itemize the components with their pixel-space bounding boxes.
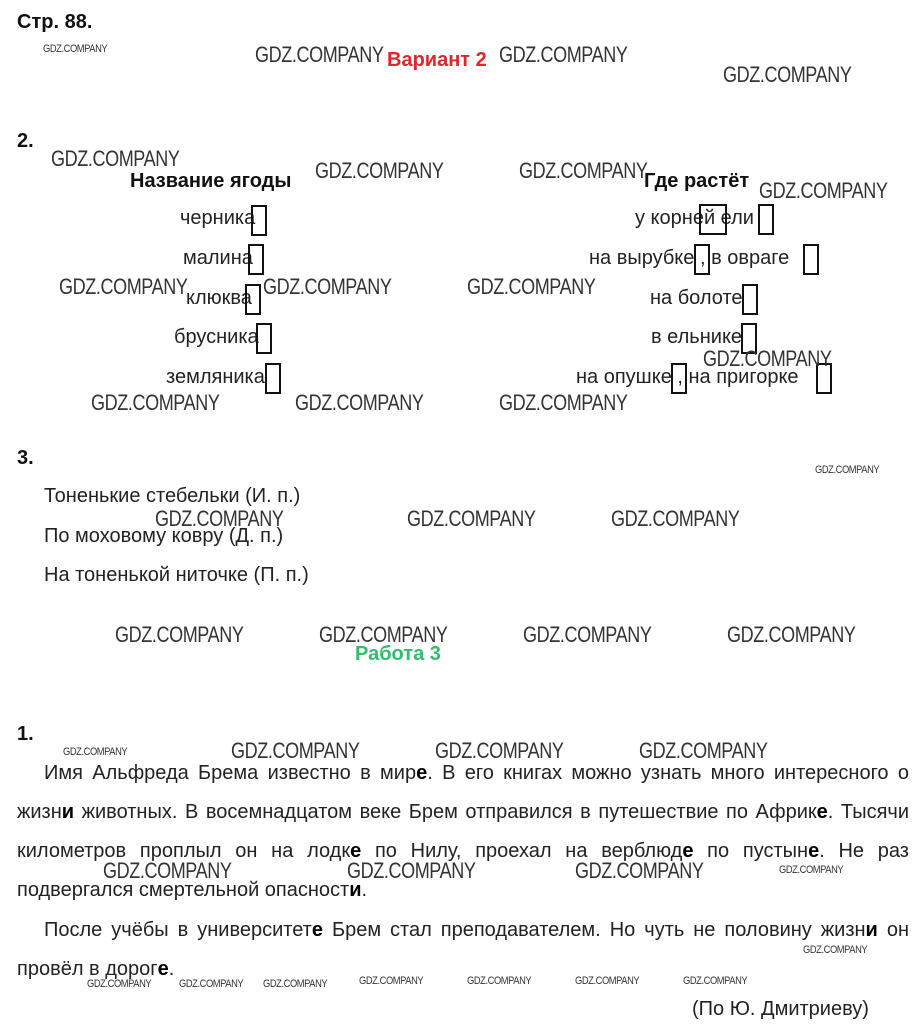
watermark: GDZ.COMPANY [231, 738, 360, 763]
paragraph-1-text: Имя Альфреда Брема известно в мире. В его книгах можно узнать много интересного о жизни животных. В восемнадцатом веке Брем отправился в путешествие по Африке. Тысячи километров проплыл он на лодке по Нилу, проехал на верблюде по пустыне. Не раз подвергался смертельной опасности. [17, 762, 909, 901]
watermark: GDZ.COMPANY [723, 62, 852, 87]
watermark: GDZ.COMPANY [435, 738, 564, 763]
berry-item: земляника [166, 366, 265, 388]
place-item: на болоте [650, 287, 743, 309]
watermark: GDZ.COMPANY [523, 622, 652, 647]
watermark: GDZ.COMPANY [467, 975, 532, 987]
watermark: GDZ.COMPANY [319, 622, 448, 647]
watermark: GDZ.COMPANY [499, 42, 628, 67]
watermark: GDZ.COMPANY [63, 746, 128, 758]
task2-number: 2. [17, 130, 34, 152]
phrase-line: Тоненькие стебельки (И. п.) [44, 485, 301, 507]
watermark: GDZ.COMPANY [779, 864, 844, 876]
task3-number: 3. [17, 447, 34, 469]
watermark: GDZ.COMPANY [519, 158, 648, 183]
letter-box [758, 204, 774, 235]
letter-box [256, 323, 272, 354]
watermark: GDZ.COMPANY [87, 978, 152, 990]
phrase-line: На тоненькой ниточке (П. п.) [44, 564, 309, 586]
watermark: GDZ.COMPANY [815, 464, 880, 476]
watermark: GDZ.COMPANY [703, 346, 832, 371]
watermark: GDZ.COMPANY [611, 506, 740, 531]
letter-box [694, 244, 710, 275]
watermark: GDZ.COMPANY [759, 178, 888, 203]
column-header-berry: Название ягоды [130, 170, 292, 192]
watermark: GDZ.COMPANY [103, 858, 232, 883]
watermark: GDZ.COMPANY [683, 975, 748, 987]
berry-item: клюква [186, 287, 252, 309]
watermark: GDZ.COMPANY [315, 158, 444, 183]
watermark: GDZ.COMPANY [255, 42, 384, 67]
work-title: Работа 3 [355, 643, 441, 665]
paragraph-2-text: После учёбы в университете Брем стал преподавателем. Но чуть не половину жизни он провёл в дороге. [17, 919, 909, 980]
watermark: GDZ.COMPANY [295, 390, 424, 415]
task1-number: 1. [17, 723, 34, 745]
watermark: GDZ.COMPANY [639, 738, 768, 763]
watermark: GDZ.COMPANY [263, 978, 328, 990]
watermark: GDZ.COMPANY [575, 975, 640, 987]
page-label: Стр. 88. [17, 11, 93, 33]
watermark: GDZ.COMPANY [155, 506, 284, 531]
letter-box [699, 204, 727, 235]
berry-item: брусника [174, 326, 259, 348]
berry-item: черника [180, 207, 256, 229]
source-credit: (По Ю. Дмитриеву) [692, 998, 869, 1020]
watermark: GDZ.COMPANY [59, 274, 188, 299]
variant-title: Вариант 2 [387, 49, 487, 71]
paragraph-1 [17, 754, 909, 910]
watermark: GDZ.COMPANY [803, 944, 868, 956]
letter-box [742, 284, 758, 315]
watermark: GDZ.COMPANY [91, 390, 220, 415]
watermark: GDZ.COMPANY [467, 274, 596, 299]
watermark: GDZ.COMPANY [407, 506, 536, 531]
letter-box [265, 363, 281, 394]
letter-box [803, 244, 819, 275]
watermark: GDZ.COMPANY [499, 390, 628, 415]
watermark: GDZ.COMPANY [575, 858, 704, 883]
watermark: GDZ.COMPANY [263, 274, 392, 299]
place-item: на опушке , на пригорке [576, 366, 799, 388]
place-item: на вырубке , в овраге [589, 247, 790, 269]
watermark: GDZ.COMPANY [179, 978, 244, 990]
place-item: у корней ели [635, 207, 754, 229]
watermark: GDZ.COMPANY [115, 622, 244, 647]
berry-item: малина [183, 247, 253, 269]
watermark: GDZ.COMPANY [347, 858, 476, 883]
letter-box [245, 284, 261, 315]
watermark: GDZ.COMPANY [727, 622, 856, 647]
letter-box [671, 363, 687, 394]
watermark: GDZ.COMPANY [359, 975, 424, 987]
watermark: GDZ.COMPANY [51, 146, 180, 171]
phrase-line: По моховому ковру (Д. п.) [44, 525, 284, 547]
column-header-place: Где растёт [644, 170, 750, 192]
place-item: в ельнике [651, 326, 743, 348]
letter-box [248, 244, 264, 275]
letter-box [251, 205, 267, 236]
watermark: GDZ.COMPANY [43, 43, 108, 55]
